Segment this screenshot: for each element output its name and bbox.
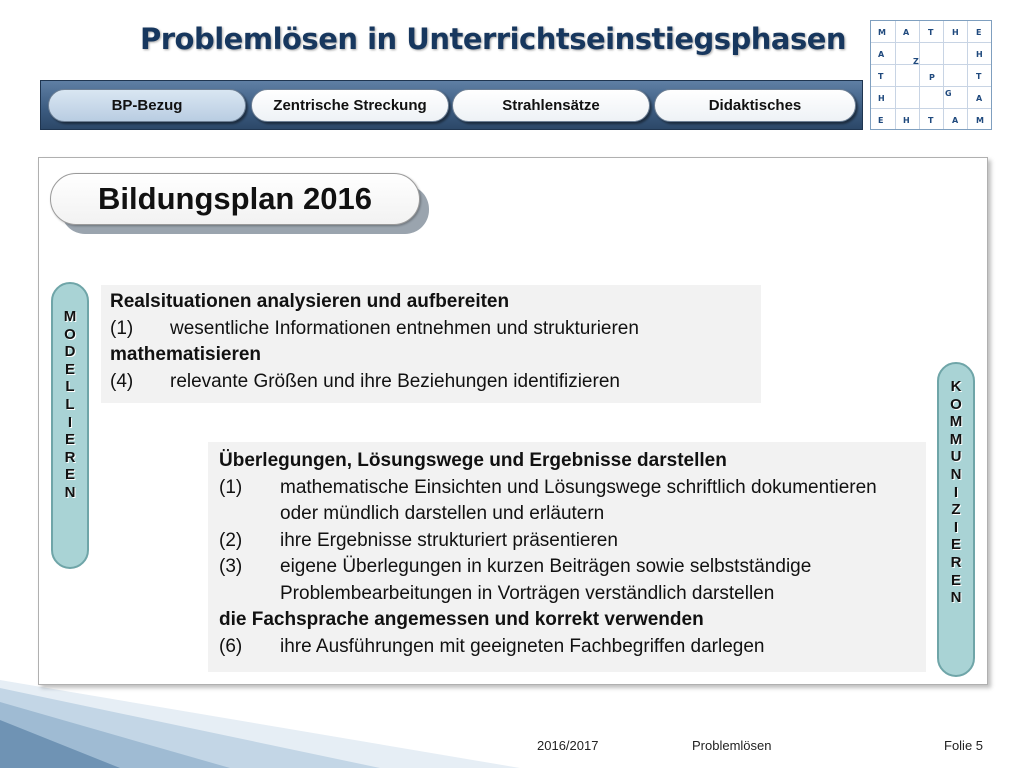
item-number: (2) bbox=[219, 529, 243, 551]
side-letter: K bbox=[950, 378, 962, 395]
item-number: (3) bbox=[219, 556, 243, 577]
logo-letter: E bbox=[976, 28, 982, 37]
side-letter: O bbox=[950, 395, 962, 413]
item-text: ihre Ausführungen mit geeigneten Fachbegriffen darlegen bbox=[280, 635, 765, 657]
box-heading: Realsituationen analysieren und aufbereiten bbox=[110, 291, 510, 312]
decorative-stripes bbox=[0, 680, 520, 768]
item-text: relevante Größen und ihre Beziehungen identifizieren bbox=[170, 370, 620, 392]
box-heading: Überlegungen, Lösungswege und Ergebnisse darstellen bbox=[219, 450, 727, 471]
logo-letter: H bbox=[952, 28, 959, 37]
side-letter: E bbox=[950, 571, 961, 589]
side-letter: N bbox=[64, 483, 76, 501]
logo-letter: T bbox=[878, 72, 884, 81]
logo-letter: M bbox=[878, 28, 886, 37]
side-letter: E bbox=[64, 360, 75, 378]
list-item bbox=[110, 316, 761, 343]
side-letter: L bbox=[65, 378, 75, 396]
side-letter: O bbox=[64, 325, 76, 343]
side-letter: L bbox=[65, 395, 75, 413]
item-number: (4) bbox=[110, 370, 134, 392]
logo-letter: M bbox=[976, 116, 984, 125]
item-text: mathematische Einsichten und Lösungswege schriftlich dokumentieren oder mündlich darstellen und erläutern bbox=[280, 476, 877, 524]
side-letter: D bbox=[64, 343, 76, 361]
item-number: (1) bbox=[110, 317, 134, 339]
logo-letter: A bbox=[878, 50, 885, 59]
side-letter: U bbox=[950, 448, 962, 466]
side-label-modellieren bbox=[51, 282, 89, 569]
logo-letter: T bbox=[928, 28, 934, 37]
list-item bbox=[219, 634, 918, 661]
side-letter: R bbox=[64, 448, 76, 466]
side-letter: N bbox=[950, 465, 962, 483]
logo-letter: A bbox=[976, 94, 983, 103]
nav-bar bbox=[40, 80, 863, 130]
list-item bbox=[219, 554, 918, 607]
logo-letter: H bbox=[903, 116, 910, 125]
logo-letter: E bbox=[878, 116, 884, 125]
footer-topic: Problemlösen bbox=[692, 738, 772, 753]
competence-box-kommunizieren bbox=[208, 442, 926, 672]
logo-letter: T bbox=[928, 116, 934, 125]
logo-letter: A bbox=[903, 28, 910, 37]
side-letter: R bbox=[950, 553, 962, 571]
logo-letter: A bbox=[952, 116, 959, 125]
tab-didaktisches[interactable]: Didaktisches bbox=[654, 89, 856, 122]
mathe-logo bbox=[870, 20, 992, 130]
logo-letter: P bbox=[929, 73, 935, 82]
competence-box-modellieren bbox=[101, 285, 761, 403]
side-letter: E bbox=[64, 466, 75, 484]
page-title: Problemlösen in Unterrichtseinstiegsphasen bbox=[140, 22, 847, 56]
logo-letter: T bbox=[976, 72, 982, 81]
item-text: wesentliche Informationen entnehmen und strukturieren bbox=[170, 317, 639, 339]
tab-bp-bezug[interactable]: BP-Bezug bbox=[48, 89, 246, 122]
heading-bildungsplan: Bildungsplan 2016 bbox=[50, 173, 420, 225]
side-letter: M bbox=[949, 413, 963, 431]
side-letter: E bbox=[64, 431, 75, 449]
logo-letter: G bbox=[945, 89, 952, 98]
logo-letter: Z bbox=[913, 57, 919, 66]
side-letter: I bbox=[67, 413, 73, 431]
side-letter: I bbox=[953, 518, 959, 536]
side-letter: Z bbox=[951, 501, 961, 519]
item-number: (6) bbox=[219, 635, 243, 657]
list-item bbox=[219, 528, 918, 555]
side-letter: M bbox=[949, 430, 963, 448]
side-letter: M bbox=[63, 308, 77, 325]
logo-letter: H bbox=[878, 94, 885, 103]
box-heading: die Fachsprache angemessen und korrekt verwenden bbox=[219, 609, 704, 630]
footer-slide-number: Folie 5 bbox=[944, 738, 984, 753]
list-item bbox=[110, 369, 761, 396]
item-text: eigene Überlegungen in kurzen Beiträgen sowie selbstständige Problembearbeitungen in Vorträgen verständlich darstellen bbox=[280, 556, 812, 604]
side-label-kommunizieren bbox=[937, 362, 975, 677]
logo-letter: H bbox=[976, 50, 983, 59]
item-text: ihre Ergebnisse strukturiert präsentieren bbox=[280, 529, 618, 551]
tab-strahlensaetze[interactable]: Strahlensätze bbox=[452, 89, 650, 122]
item-number: (1) bbox=[219, 476, 243, 498]
list-item bbox=[219, 475, 918, 528]
side-letter: E bbox=[950, 536, 961, 554]
box-heading: mathematisieren bbox=[110, 344, 262, 365]
footer-year: 2016/2017 bbox=[537, 738, 599, 753]
side-letter: N bbox=[950, 589, 962, 607]
side-letter: I bbox=[953, 483, 959, 501]
tab-zentrische-streckung[interactable]: Zentrische Streckung bbox=[251, 89, 449, 122]
